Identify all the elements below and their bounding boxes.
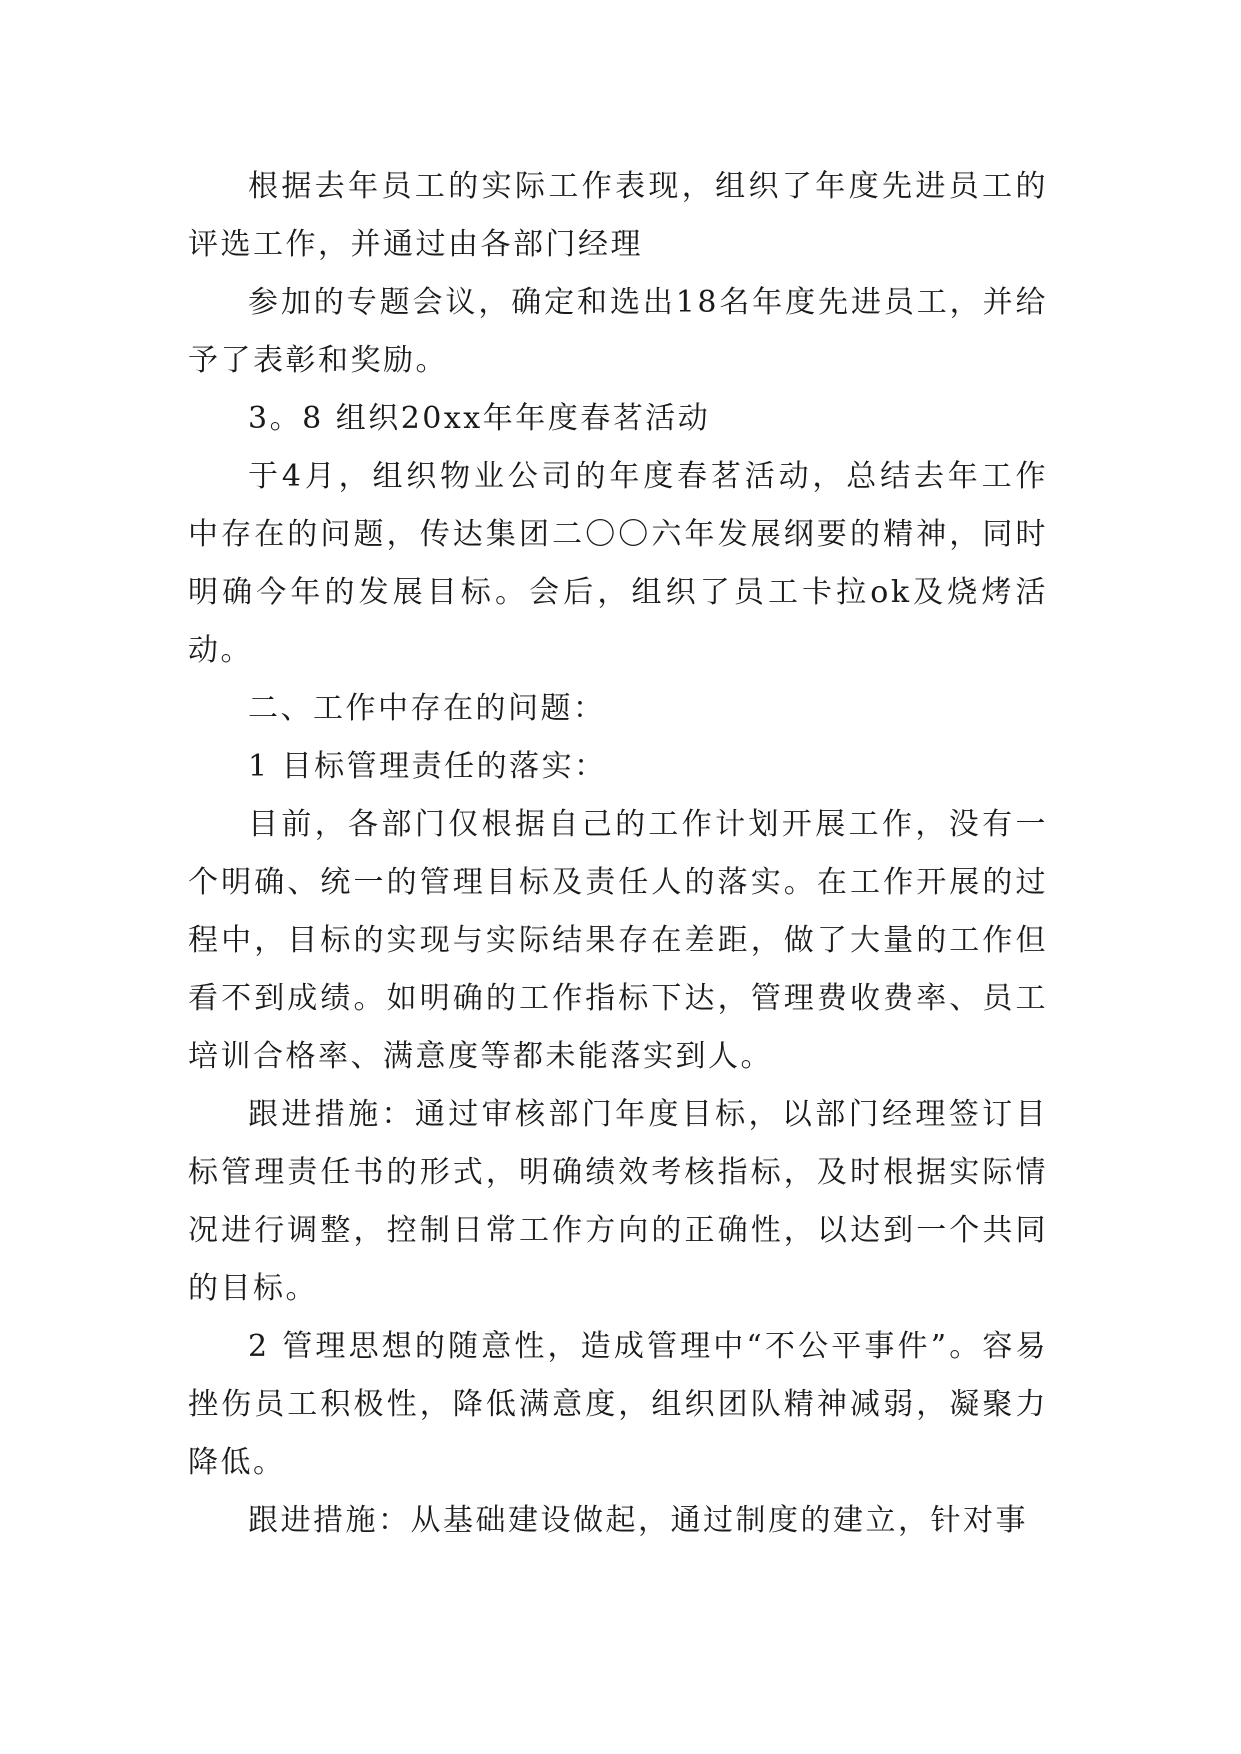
paragraph-management-randomness: 2 管理思想的随意性，造成管理中“不公平事件”。容易挫伤员工积极性，降低满意度，组织团队精神减弱，凝聚力降低。 [188, 1329, 1048, 1480]
paragraph-target-management: 目前，各部门仅根据自己的工作计划开展工作，没有一个明确、统一的管理目标及责任人的落实。在工作开展的过程中，目标的实现与实际结果存在差距，做了大量的工作但看不到成绩。如明确的工作指标下达，管理费收费率、员工培训合格率、满意度等都未能落实到人。 [188, 807, 1048, 1074]
subheading-target-management: 1 目标管理责任的落实： [248, 749, 607, 784]
paragraph-followup-measures-2: 跟进措施：从基础建设做起，通过制度的建立，针对事 [248, 1503, 1028, 1538]
paragraph-special-meeting: 参加的专题会议，确定和选出18名年度先进员工，并给予了表彰和奖励。 [188, 285, 1048, 378]
paragraph-advanced-staff-selection: 根据去年员工的实际工作表现，组织了年度先进员工的评选工作，并通过由各部门经理 [188, 169, 1048, 262]
paragraph-spring-event: 于4月，组织物业公司的年度春茗活动，总结去年工作中存在的问题，传达集团二〇〇六年发展纲要的精神，同时明确今年的发展目标。会后，组织了员工卡拉ok及烧烤活动。 [188, 459, 1048, 668]
section-heading-problems: 二、工作中存在的问题： [248, 691, 606, 726]
section-heading-spring-event: 3。8 组织20xx年年度春茗活动 [248, 401, 711, 436]
paragraph-followup-measures-1: 跟进措施：通过审核部门年度目标，以部门经理签订目标管理责任书的形式，明确绩效考核指标，及时根据实际情况进行调整，控制日常工作方向的正确性，以达到一个共同的目标。 [188, 1097, 1048, 1306]
document-page [188, 158, 1048, 1550]
